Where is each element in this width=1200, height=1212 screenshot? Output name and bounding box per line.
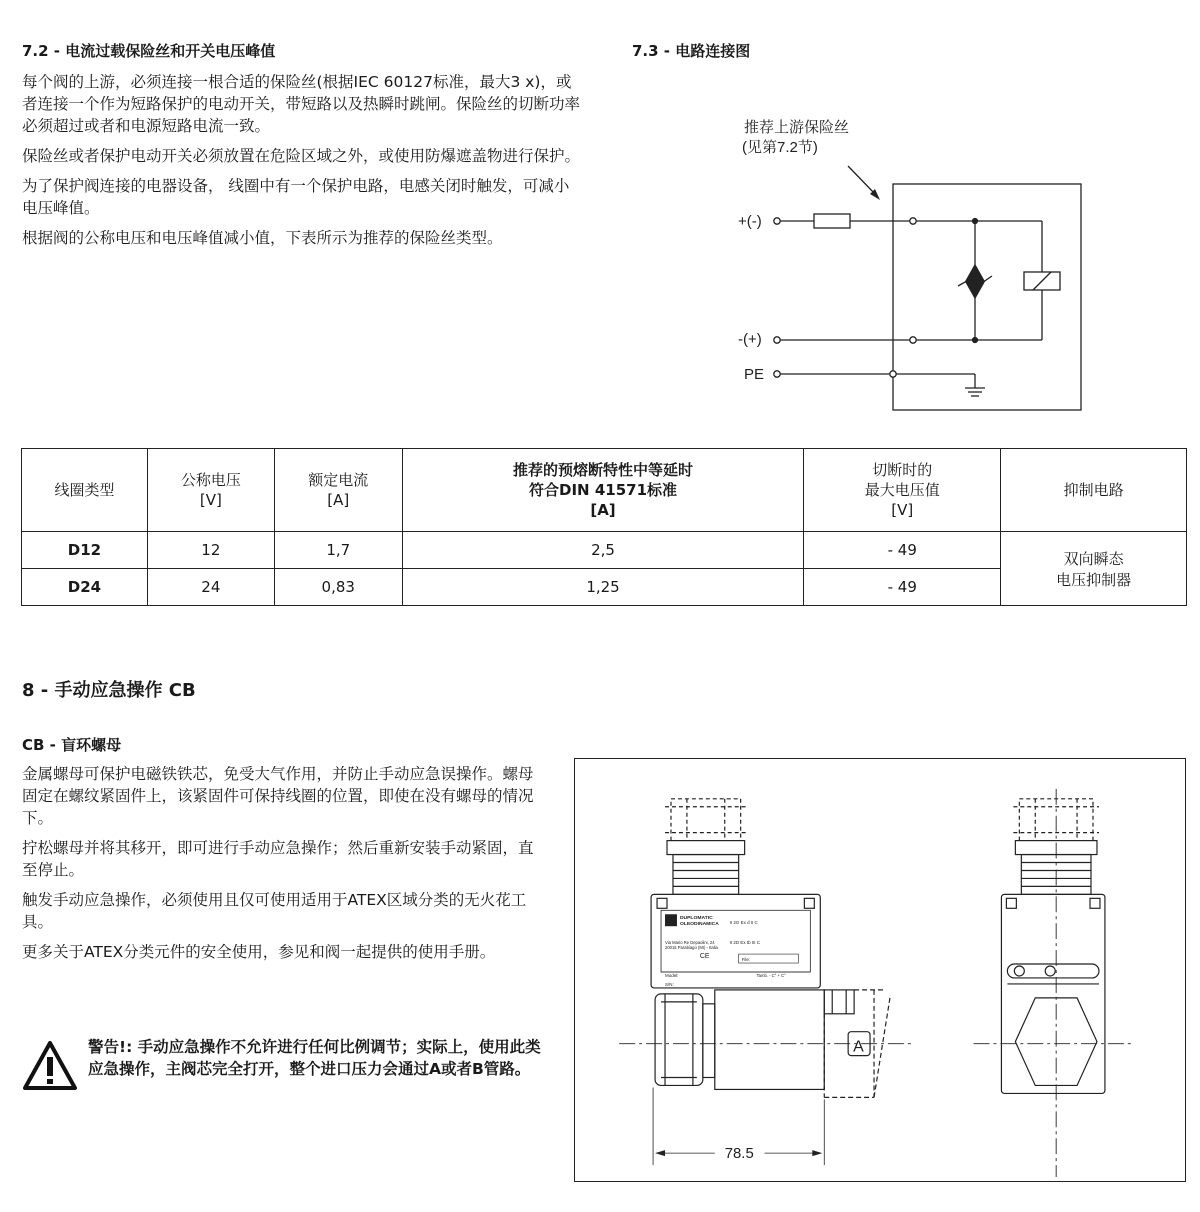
fuse-arrow bbox=[848, 166, 876, 195]
paragraph: 根据阀的公称电压和电压峰值减小值，下表所示为推荐的保险丝类型。 bbox=[22, 229, 503, 247]
plate-ex1: II 2G Ex d II C bbox=[729, 920, 758, 926]
header-peak-voltage: 切断时的 最大电压值 [V] bbox=[804, 449, 1001, 532]
paragraph: 每个阀的上游，必须连接一根合适的保险丝(根据IEC 60127标准，最大3 x)，或者连接一个作为短路保护的电动开关，带短路以及热瞬时跳闸。保险丝的切断功率必须超过或者和电源短路电流一致。 bbox=[22, 73, 581, 135]
paragraph: 为了保护阀连接的电器设备， 线圈中有一个保护电路，电感关闭时触发，可减小电压峰值。 bbox=[22, 177, 570, 217]
circuit-diagram bbox=[730, 110, 1090, 415]
fuse-label-line1: 推荐上游保险丝 bbox=[744, 119, 850, 136]
nut-dashed-left bbox=[665, 799, 747, 841]
terminal-pe-label: PE bbox=[744, 366, 765, 383]
ring-nut bbox=[655, 994, 703, 1086]
section-7-2-title: 7.2 - 电流过载保险丝和开关电压峰值 bbox=[22, 42, 276, 60]
fuse-symbol bbox=[814, 214, 850, 228]
cell-fuse: 1,25 bbox=[402, 569, 804, 606]
plate-brand-l1: DUPLOMATIC bbox=[679, 916, 713, 922]
paragraph: 保险丝或者保护电动开关必须放置在危险区域之外，或使用防爆遮盖物进行保护。 bbox=[22, 147, 581, 165]
header-fuse: 推荐的预熔断特性中等延时 符合DIN 41571标准 [A] bbox=[402, 449, 804, 532]
plate-ex2: II 2D Ex tb III C bbox=[729, 940, 761, 946]
valve-drawing bbox=[574, 758, 1186, 1182]
plate-sn: S/N: bbox=[665, 981, 674, 987]
tvs-diode-icon bbox=[966, 265, 984, 281]
fuse-table bbox=[21, 448, 1187, 606]
port-label: A bbox=[853, 1038, 864, 1056]
fuse-label-line2: (见第7.2节) bbox=[742, 139, 818, 156]
terminal-pos bbox=[774, 218, 780, 224]
brand-logo-icon bbox=[665, 914, 677, 926]
terminal-pe bbox=[774, 371, 780, 377]
paragraph: 拧松螺母并将其移开，即可进行手动应急操作；然后重新安装手动紧固，直至停止。 bbox=[22, 839, 534, 879]
header-suppression: 抑制电路 bbox=[1001, 449, 1187, 532]
header-coil-type: 线圈类型 bbox=[22, 449, 148, 532]
cell-peak: - 49 bbox=[804, 569, 1001, 606]
paragraph: 触发手动应急操作，必须使用且仅可使用适用于ATEX区域分类的无火花工具。 bbox=[22, 891, 527, 931]
paragraph: 金属螺母可保护电磁铁铁芯，免受大气作用，并防止手动应急误操作。螺母固定在螺纹紧固件上，该紧固件可保持线圈的位置，即使在没有螺母的情况下。 bbox=[22, 765, 534, 827]
plate-model: Model: bbox=[665, 972, 679, 978]
cell-coil: D12 bbox=[22, 532, 148, 569]
terminal-neg bbox=[774, 337, 780, 343]
plate-file: File: bbox=[741, 957, 751, 963]
paragraph: 更多关于ATEX分类元件的安全使用，参见和阀一起提供的使用手册。 bbox=[22, 943, 496, 961]
cell-fuse: 2,5 bbox=[402, 532, 804, 569]
cb-title: CB - 盲环螺母 bbox=[22, 736, 122, 754]
valve-enclosure bbox=[893, 184, 1081, 410]
dimension-label: 78.5 bbox=[724, 1145, 754, 1163]
plate-tamb: Tamb. - C° + C° bbox=[756, 972, 786, 978]
warning-text: 警告!: 手动应急操作不允许进行任何比例调节；实际上，使用此类应急操作，主阀芯完全打开，整个进口压力会通过A或者B管路。 bbox=[88, 1038, 541, 1078]
section-7-2 bbox=[22, 40, 582, 257]
cell-coil: D24 bbox=[22, 569, 148, 606]
warning-icon bbox=[22, 1040, 78, 1092]
plate-brand-l2: OLEODINAMICA bbox=[679, 922, 719, 928]
cell-current: 0,83 bbox=[274, 569, 402, 606]
table-row bbox=[22, 532, 1187, 569]
table-header-row bbox=[22, 449, 1187, 532]
header-current: 额定电流 [A] bbox=[274, 449, 402, 532]
cell-voltage: 24 bbox=[147, 569, 274, 606]
terminal-neg-label: -(+) bbox=[738, 331, 762, 348]
plate-ce: CE bbox=[699, 953, 710, 961]
plate-address-l1: Via Mario Re Depaolini, 24 bbox=[665, 940, 715, 946]
terminal-pos-label: +(-) bbox=[738, 213, 762, 230]
section-7-3-title: 7.3 - 电路连接图 bbox=[632, 42, 751, 60]
cell-suppression: 双向瞬态 电压抑制器 bbox=[1001, 532, 1187, 606]
cell-voltage: 12 bbox=[147, 532, 274, 569]
header-voltage: 公称电压 [V] bbox=[147, 449, 274, 532]
section-8-title: 8 - 手动应急操作 CB bbox=[22, 680, 196, 701]
cell-current: 1,7 bbox=[274, 532, 402, 569]
cell-peak: - 49 bbox=[804, 532, 1001, 569]
section-cb bbox=[22, 734, 542, 971]
plate-address-l2: 20015 Parabiago (MI) - Italia bbox=[665, 945, 718, 951]
